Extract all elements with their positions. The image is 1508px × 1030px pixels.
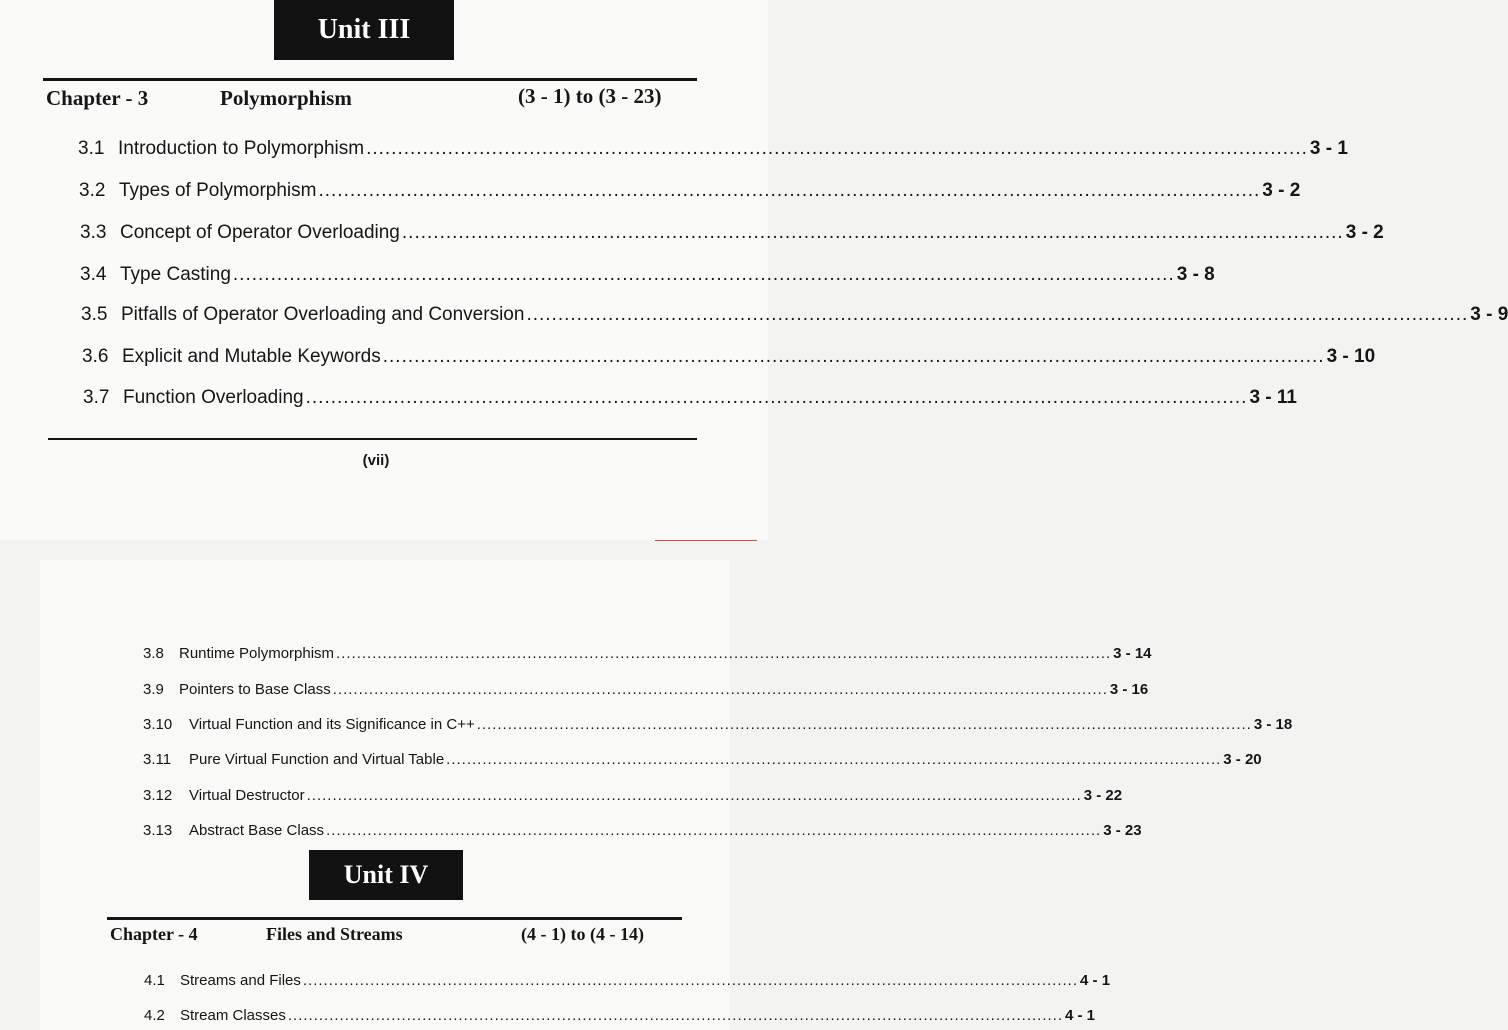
section-number: 3.11 — [143, 751, 172, 768]
section-title: Introduction to Polymorphism — [118, 138, 365, 159]
section-page: 3 - 14 — [1113, 645, 1152, 662]
toc-entry-3-3[interactable] — [80, 222, 1384, 244]
dot-leader: ...................................................................................................................................................... — [305, 387, 1248, 408]
section-page: 3 - 16 — [1109, 681, 1149, 698]
dot-leader: ...................................................................................................................................................... — [366, 138, 1308, 159]
dot-leader: ...................................................................................................................................................... — [332, 681, 1108, 698]
section-title: Pure Virtual Function and Virtual Table — [189, 751, 445, 768]
section-title: Concept of Operator Overloading — [120, 222, 400, 243]
section-title: Explicit and Mutable Keywords — [122, 346, 381, 367]
section-title: Streams and Files — [180, 972, 301, 989]
section-page: 3 - 2 — [1262, 180, 1301, 201]
page-edge-mark — [655, 540, 757, 541]
chapter-3-label: Chapter - 3 — [46, 86, 149, 110]
dot-leader: ...................................................................................................................................................... — [232, 264, 1175, 285]
section-page: 3 - 11 — [1249, 387, 1297, 408]
section-number: 3.7 — [83, 387, 110, 408]
toc-entry-3-13[interactable] — [143, 822, 1142, 839]
dot-leader: ...................................................................................................................................................... — [302, 972, 1079, 989]
chapter-4-label: Chapter - 4 — [110, 924, 198, 944]
toc-entry-3-2[interactable] — [79, 180, 1301, 202]
toc-entry-4-1[interactable] — [144, 972, 1111, 989]
section-number: 3.10 — [143, 716, 173, 733]
section-page: 4 - 1 — [1080, 972, 1111, 989]
chapter-4-page-range: (4 - 1) to (4 - 14) — [521, 924, 644, 944]
section-number: 3.4 — [80, 264, 107, 285]
chapter-4-title: Files and Streams — [266, 924, 403, 944]
chapter-3-top-rule — [43, 78, 697, 81]
dot-leader: ...................................................................................................................................................... — [382, 346, 1325, 367]
chapter-3-page-range: (3 - 1) to (3 - 23) — [518, 84, 662, 108]
dot-leader: ...................................................................................................................................................... — [318, 180, 1261, 201]
section-number: 3.9 — [143, 681, 164, 698]
toc-entry-3-9[interactable] — [143, 681, 1149, 698]
toc-entry-3-12[interactable] — [143, 787, 1123, 804]
unit-3-banner: Unit III — [274, 0, 454, 60]
dot-leader: ...................................................................................................................................................... — [336, 645, 1112, 662]
section-page: 3 - 23 — [1103, 822, 1142, 839]
section-number: 3.8 — [143, 645, 164, 662]
chapter-4-top-rule — [107, 917, 682, 920]
toc-entry-3-7[interactable] — [83, 387, 1297, 409]
section-title: Type Casting — [120, 264, 231, 285]
dot-leader: ...................................................................................................................................................... — [401, 222, 1344, 243]
section-title: Function Overloading — [123, 387, 304, 408]
section-page: 3 - 2 — [1345, 222, 1384, 243]
section-number: 4.1 — [144, 972, 165, 989]
dot-leader: ...................................................................................................................................................... — [476, 716, 1252, 733]
dot-leader: ...................................................................................................................................................... — [326, 822, 1102, 839]
section-number: 3.1 — [78, 138, 105, 159]
section-page: 3 - 9 — [1470, 304, 1508, 325]
section-title: Virtual Destructor — [189, 787, 305, 804]
section-title: Runtime Polymorphism — [179, 645, 335, 662]
dot-leader: ...................................................................................................................................................... — [287, 1007, 1063, 1024]
dot-leader: ...................................................................................................................................................... — [306, 787, 1082, 804]
section-number: 4.2 — [144, 1007, 165, 1024]
chapter-3-title: Polymorphism — [220, 86, 352, 110]
unit-4-banner: Unit IV — [309, 850, 463, 900]
section-page: 3 - 22 — [1083, 787, 1123, 804]
section-page: 3 - 8 — [1176, 264, 1215, 285]
section-number: 3.13 — [143, 822, 173, 839]
chapter-3-bottom-rule — [48, 438, 697, 440]
section-number: 3.6 — [82, 346, 109, 367]
section-number: 3.12 — [143, 787, 173, 804]
section-number: 3.2 — [79, 180, 106, 201]
section-page: 3 - 18 — [1253, 716, 1293, 733]
section-page: 3 - 1 — [1309, 138, 1348, 159]
section-page: 3 - 20 — [1223, 751, 1262, 768]
section-title: Stream Classes — [180, 1007, 286, 1024]
toc-entry-3-6[interactable] — [82, 346, 1376, 368]
section-title: Pointers to Base Class — [179, 681, 331, 698]
section-title: Pitfalls of Operator Overloading and Conversion — [121, 304, 525, 325]
section-title: Virtual Function and its Significance in C++ — [189, 716, 475, 733]
section-page: 3 - 10 — [1326, 346, 1376, 367]
page-number: (vii) — [362, 452, 390, 469]
section-number: 3.5 — [81, 304, 108, 325]
dot-leader: ...................................................................................................................................................... — [446, 751, 1222, 768]
section-title: Abstract Base Class — [189, 822, 325, 839]
toc-entry-3-4[interactable] — [80, 264, 1215, 286]
toc-entry-3-1[interactable] — [78, 138, 1348, 160]
toc-entry-4-2[interactable] — [144, 1007, 1096, 1024]
section-number: 3.3 — [80, 222, 107, 243]
toc-entry-3-10[interactable] — [143, 716, 1293, 733]
toc-entry-3-5[interactable] — [81, 304, 1508, 326]
section-title: Types of Polymorphism — [119, 180, 317, 201]
section-page: 4 - 1 — [1065, 1007, 1096, 1024]
toc-entry-3-11[interactable] — [143, 751, 1262, 768]
dot-leader: ...................................................................................................................................................... — [526, 304, 1469, 325]
toc-entry-3-8[interactable] — [143, 645, 1152, 662]
